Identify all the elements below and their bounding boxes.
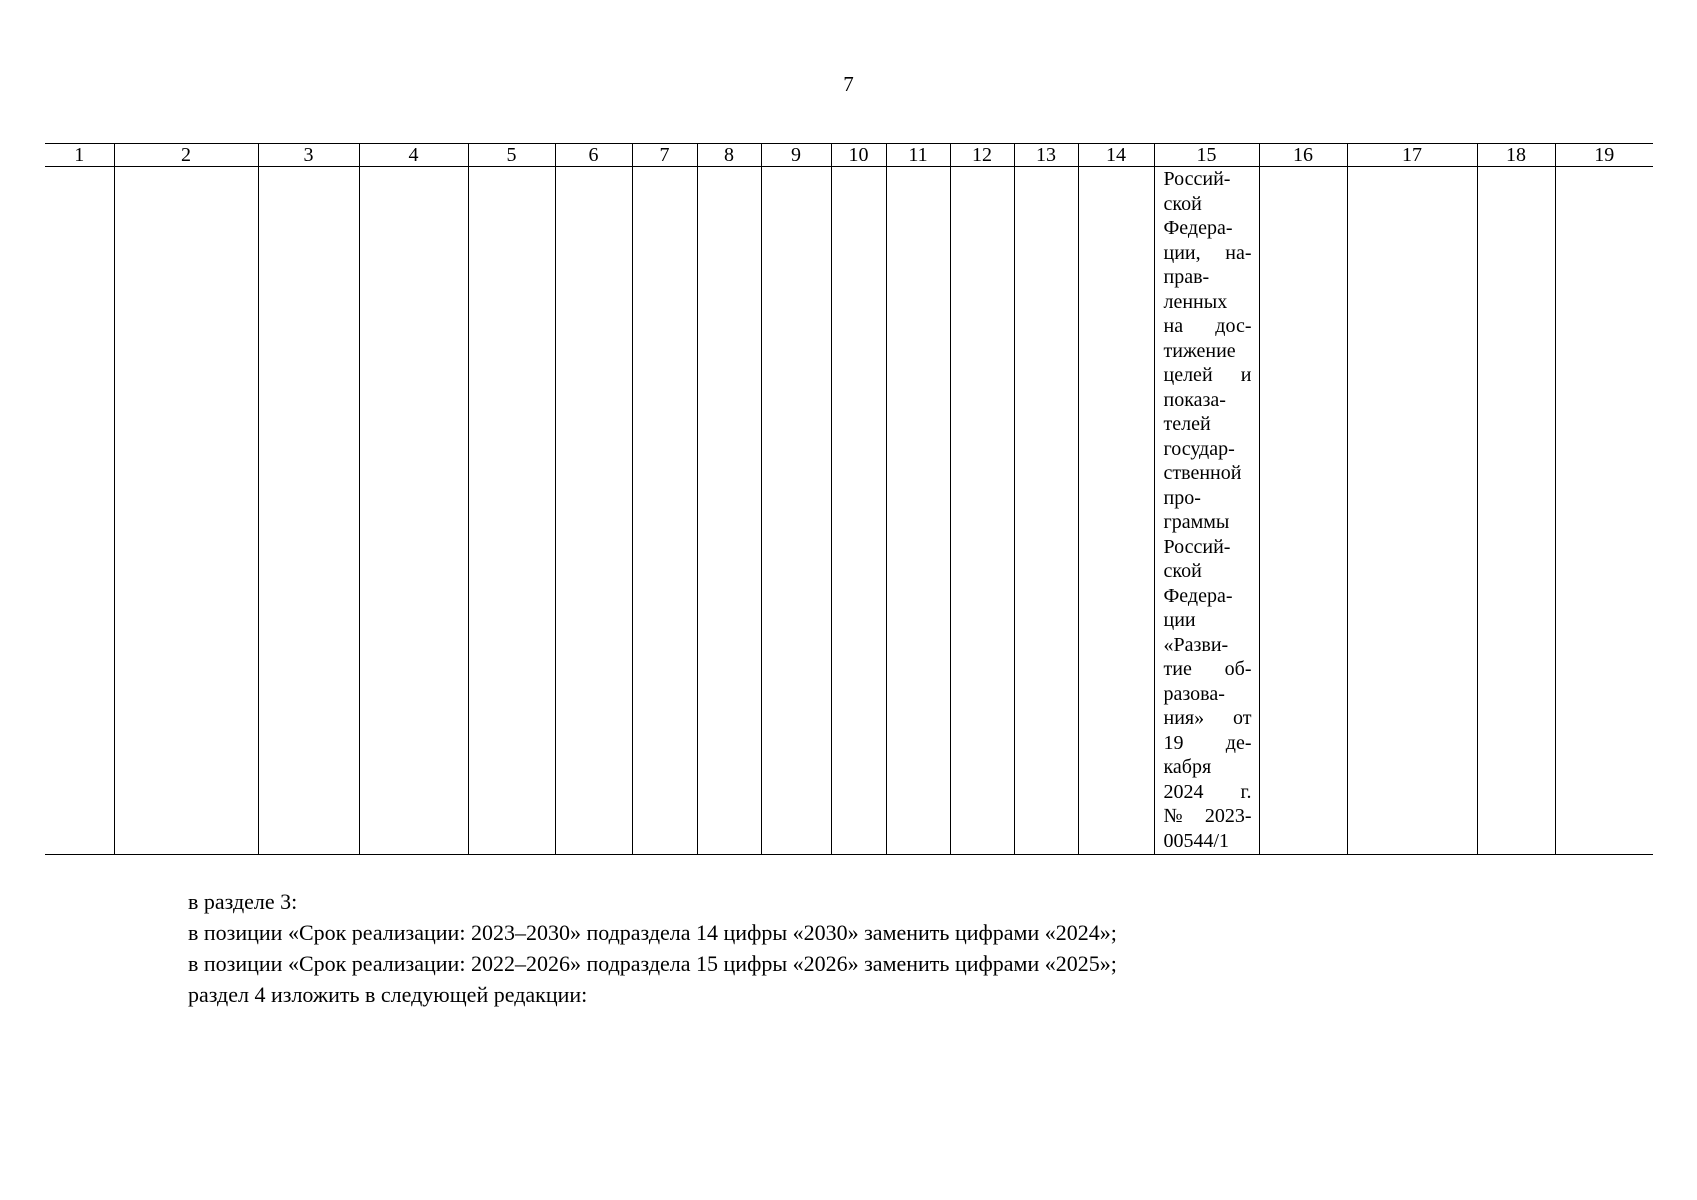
page-number: 7 — [843, 72, 854, 96]
column-number-header: 5 — [468, 144, 555, 167]
column-number-row — [45, 144, 1653, 167]
cell-text-line: ции — [1163, 609, 1196, 631]
cell-text-line: ленных — [1163, 290, 1228, 313]
table-cell — [1014, 167, 1078, 855]
table-cell — [555, 167, 632, 855]
column-number-header: 12 — [950, 144, 1014, 167]
table-cell — [1555, 167, 1653, 855]
cell-text-line: Россий- — [1163, 535, 1231, 558]
column-number-header: 19 — [1555, 144, 1653, 167]
table-cell — [886, 167, 950, 855]
table-cell — [258, 167, 359, 855]
table-cell — [1078, 167, 1154, 855]
cell-text-line: целей и — [1163, 364, 1252, 386]
column-number-header: 13 — [1014, 144, 1078, 167]
column-number-header: 17 — [1347, 144, 1477, 167]
column-number-header: 18 — [1477, 144, 1555, 167]
column-15-cell — [1154, 167, 1259, 855]
table-cell — [831, 167, 886, 855]
body-paragraph: в позиции «Срок реализации: 2023–2030» подраздела 14 цифры «2030» заменить цифрами «2024»; — [188, 920, 1117, 945]
cell-text-line: прав- — [1163, 266, 1210, 288]
cell-text-line: государ- — [1163, 437, 1235, 460]
column-15-text — [1155, 167, 1259, 853]
cell-text-line: ской — [1163, 560, 1202, 582]
cell-text-line: ции, на- — [1163, 241, 1252, 264]
column-number-header: 8 — [697, 144, 761, 167]
amendment-table — [45, 143, 1653, 855]
amendment-text — [188, 886, 1117, 1010]
cell-text-line: ния» от — [1163, 707, 1252, 729]
column-number-header: 15 — [1154, 144, 1259, 167]
table-row — [45, 167, 1653, 855]
column-number-header: 9 — [761, 144, 831, 167]
table-cell — [45, 167, 114, 855]
column-number-header: 7 — [632, 144, 697, 167]
table-cell — [114, 167, 258, 855]
column-number-header: 4 — [359, 144, 468, 167]
cell-text-line: ственной — [1163, 462, 1242, 484]
cell-text-line: № 2023- — [1163, 805, 1252, 827]
cell-text-line: тие об- — [1163, 658, 1252, 680]
table-cell — [1259, 167, 1347, 855]
body-paragraph: в разделе 3: — [188, 889, 298, 914]
column-number-header: 10 — [831, 144, 886, 167]
cell-text-line: на дос- — [1163, 315, 1252, 337]
column-number-header: 14 — [1078, 144, 1154, 167]
cell-text-line: кабря — [1163, 756, 1212, 778]
cell-text-line: Россий- — [1163, 168, 1231, 190]
column-number-header: 6 — [555, 144, 632, 167]
column-number-header: 16 — [1259, 144, 1347, 167]
body-paragraph: в позиции «Срок реализации: 2022–2026» подраздела 15 цифры «2026» заменить цифрами «2025»; — [188, 951, 1117, 976]
column-number-header: 11 — [886, 144, 950, 167]
cell-text-line: телей — [1163, 413, 1211, 435]
cell-text-line: 00544/1 — [1163, 829, 1230, 852]
table-cell — [1347, 167, 1477, 855]
cell-text-line: про- — [1163, 486, 1201, 509]
table-cell — [359, 167, 468, 855]
table-cell — [950, 167, 1014, 855]
cell-text-line: «Разви- — [1163, 633, 1229, 656]
table-cell — [468, 167, 555, 855]
table-cell — [632, 167, 697, 855]
column-number-header: 1 — [45, 144, 114, 167]
cell-text-line: показа- — [1163, 388, 1226, 411]
cell-text-line: разова- — [1163, 682, 1225, 705]
cell-text-line: 19 де- — [1163, 731, 1252, 754]
cell-text-line: Федера- — [1163, 217, 1233, 239]
cell-text-line: граммы — [1163, 511, 1230, 533]
body-paragraph: раздел 4 изложить в следующей редакции: — [188, 982, 588, 1007]
cell-text-line: тижение — [1163, 339, 1236, 362]
column-number-header: 2 — [114, 144, 258, 167]
column-number-header: 3 — [258, 144, 359, 167]
cell-text-line: ской — [1163, 192, 1202, 215]
table-cell — [1477, 167, 1555, 855]
table-cell — [761, 167, 831, 855]
table-cell — [697, 167, 761, 855]
cell-text-line: 2024 г. — [1163, 780, 1252, 803]
cell-text-line: Федера- — [1163, 584, 1233, 607]
